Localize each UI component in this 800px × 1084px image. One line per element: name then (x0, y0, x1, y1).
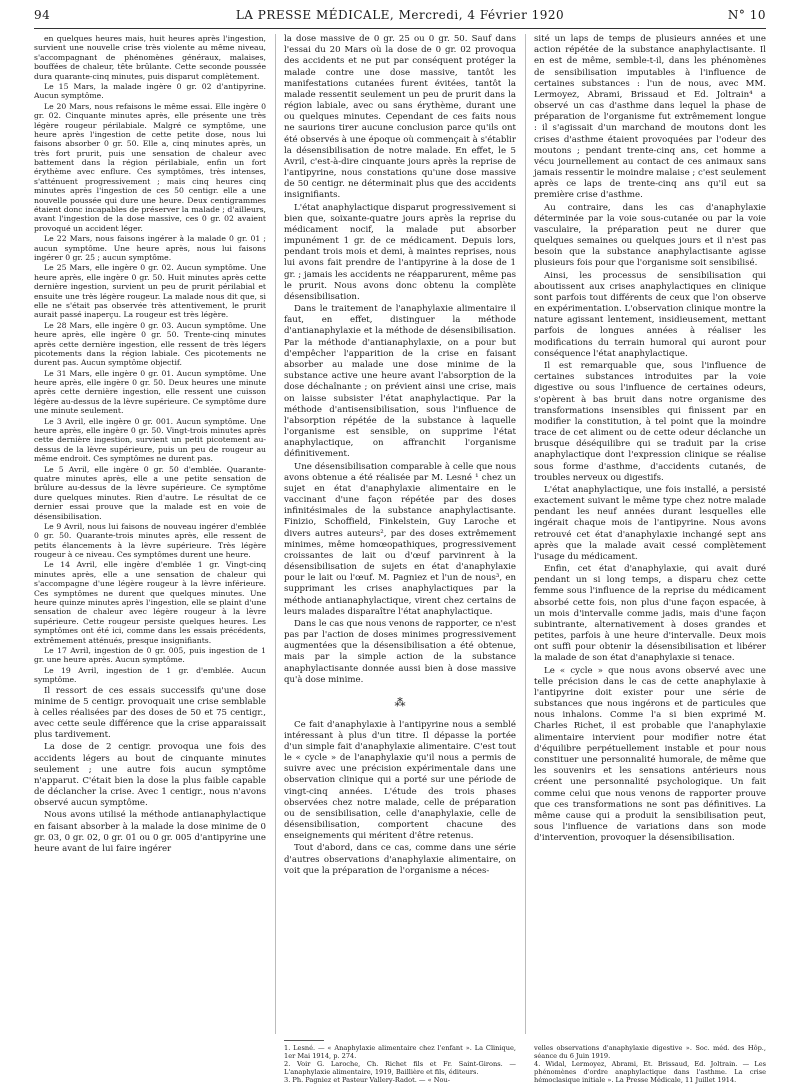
paragraph: Le 15 Mars, la malade ingère 0 gr. 02 d'antipyrine. Aucun symptôme. (34, 81, 266, 101)
left-column (34, 34, 266, 1034)
paragraph: Tout d'abord, dans ce cas, comme dans une série d'autres observations d'anaphylaxie alimentaire, on voit que la préparation de l'organisme a néces- (284, 843, 516, 876)
paragraph: Le « cycle » que nous avons observé avec une telle précision dans le cas de cette anaphylaxie à l'antipyrine doit exister pour une série de substances que nous ingérons et de particules que nous inhalons. Comme l'a si bien exprimé M. Charles Richet, il est probable que l'anaphylaxie alimentaire intervient pour modifier notre état d'équilibre perpétuellement instable et pour nous constituer une personnalité humorale, de même que les souvenirs et les sensations antérieurs nous créent une personnalité psychologique. Un fait comme celui que nous venons de rapporter prouve que ces transformations ne sont pas définitives. La même cause qui a produit la sensibilisation peut, sous l'influence de variations dans son mode d'intervention, provoquer la désensibilisation. (534, 665, 766, 844)
paragraph: sité un laps de temps de plusieurs années et une action répétée de la substance anaphylactisante. Il en est de même, semble-t-il, dans les phénomènes de sensibilisation imputables à l'influence de certaines substances : l'un de nous, avec MM. Lermoyez, Abrami, Brissaud et Ed. Joltrain⁴ a observé un cas d'asthme dans lequel la phase de préparation de l'organisme fut extrêmement longue : il s'agissait d'un marchand de moutons dont les crises d'asthme étaient provoquées par l'odeur des moutons ; pendant trente-cinq ans, cet homme a vécu journellement au contact de ces animaux sans jamais ressentir le moindre malaise ; c'est seulement après ce laps de trente-cinq ans qu'il eut sa première crise d'asthme. (534, 34, 766, 201)
column-divider (525, 34, 526, 1034)
page-header (34, 8, 766, 28)
paragraph: Il est remarquable que, sous l'influence de certaines substances introduites par la voie digestive ou sous l'influence de certaines odeurs, s'opèrent à bas bruit dans notre organisme des transformations insensibles qui finissent par en modifier la constitution, à tel point que la moindre trace de cet aliment ou de cette odeur déclanche un brusque déséquilibre qui se traduit par la crise anaphylactique dont l'expression clinique se réalise sous forme d'asthme, d'accidents cutanés, de troubles nerveux ou digestifs. (534, 360, 766, 483)
paragraph: Nous avons utilisé la méthode antianaphylactique en faisant absorber à la malade la dose minime de 0 gr. 03, 0 gr. 02, 0 gr. 01 ou 0 gr. 005 d'antipyrine une heure avant de lui faire ingérer (34, 810, 266, 854)
paragraph: Il ressort de ces essais successifs qu'une dose minime de 5 centigr. provoquait une crise semblable à celles réalisées par des doses de 50 et 75 centigr., avec cette seule différence que la crise apparaissait plus tardivement. (34, 685, 266, 741)
section-separator: ⁂ (394, 695, 406, 709)
footnote: velles observations d'anaphylaxie digestive ». Soc. méd. des Hôp., séance du 6 Juin 1919. (534, 1044, 766, 1061)
column-divider (275, 34, 276, 1034)
paragraph: Le 22 Mars, nous faisons ingérer à la malade 0 gr. 01 ; aucun symptôme. Une heure après, nous lui faisons ingérer 0 gr. 25 ; aucun symptôme. (34, 234, 266, 262)
paragraph: Dans le traitement de l'anaphylaxie alimentaire il faut, en effet, distinguer la méthode d'antianaphylaxie et la méthode de désensibilisation. Par la méthode d'antianaphylaxie, on a pour but d'empêcher l'apparition de la crise en faisant absorber au malade une dose minime de la substance active une heure avant l'absorption de la dose déchaînante ; on prévient ainsi une crise, mais on laisse subsister l'état anaphylactique. Par la méthode d'antisensibilisation, sous l'influence de l'absorption répétée de la substance à laquelle l'organisme est sensible, on supprime l'état anaphylactique, on affranchit l'organisme définitivement. (284, 304, 516, 460)
paragraph: Le 9 Avril, nous lui faisons de nouveau ingérer d'emblée 0 gr. 50. Quarante-trois minutes après, elle ressent de petits élancements à la lèvre supérieure. Très légère rougeur à ce niveau. Ces symptômes durent une heure. (34, 521, 266, 560)
footnote: 4. Widal, Lermoyez, Abrami, Et. Brissaud, Ed. Joltrain. — Les phénomènes d'ordre anaphylactique dans l'asthme. La crise hémoclasique initiale ». La Presse Médicale, 11 Juillet 1914. (534, 1060, 766, 1084)
paragraph: Le 25 Mars, elle ingère 0 gr. 02. Aucun symptôme. Une heure après, elle ingère 0 gr. 50. Huit minutes après cette dernière ingestion, survient un peu de prurit périlabial et ensuite une très légère rougeur. La malade nous dit que, si elle ne s'était pas observée très attentivement, le prurit aurait passé inaperçu. La rougeur est très légère. (34, 263, 266, 320)
footnotes-right (534, 1044, 766, 1084)
paragraph: Le 5 Avril, elle ingère 0 gr. 50 d'emblée. Quarante-quatre minutes après, elle a une petite sensation de brûlure au-dessus de la lèvre supérieure. Ce symptôme dure quelques minutes. Rien d'autre. Le résultat de ce dernier essai prouve que la malade est en voie de désensibilisation. (34, 464, 266, 521)
footnote: 3. Ph. Pagniez et Pasteur Vallery-Radot. — « Nou- (284, 1076, 450, 1084)
paragraph: La dose de 2 centigr. provoqua une fois des accidents légers au bout de cinquante minutes seulement ; une autre fois aucun symptôme n'apparut. C'était bien la dose la plus faible capable de déclancher la crise. Avec 1 centigr., nous n'avons observé aucun symptôme. (34, 742, 266, 809)
paragraph: Le 19 Avril, ingestion de 1 gr. d'emblée. Aucun symptôme. (34, 665, 266, 685)
footnotes-middle (284, 1044, 516, 1084)
page-number: 94 (34, 8, 51, 22)
paragraph: L'état anaphylactique disparut progressivement si bien que, soixante-quatre jours après la reprise du médicament nocif, la malade put absorber impunément 1 gr. de ce médicament. Depuis lors, pendant trois mois et demi, à maintes reprises, nous lui avons fait prendre de l'antipyrine à la dose de 1 gr. ; jamais les accidents ne réapparurent, même pas le prurit. Nous avons donc obtenu la complète désensibilisation. (284, 202, 516, 302)
header-rule (34, 28, 766, 29)
issue-number: N° 10 (727, 8, 766, 22)
paragraph: Ce fait d'anaphylaxie à l'antipyrine nous a semblé intéressant à plus d'un titre. Il dépasse la portée d'un simple fait d'anaphylaxie alimentaire. C'est tout le « cycle » de l'anaphylaxie qu'il nous a permis de suivre avec une précision expérimentale dans une observation clinique qui a porté sur une période de vingt-cinq années. L'étude des trois phases observées chez notre malade, celle de préparation ou de sensibilisation, celle d'anaphylaxie, celle de désensibilisation, comportent chacune des enseignements qui méritent d'être retenus. (284, 719, 516, 842)
paragraph: L'état anaphylactique, une fois installé, a persisté exactement suivant le même type chez notre malade pendant les neuf années durant lesquelles elle ingérait chaque mois de l'antipyrine. Nous avons retrouvé cet état d'anaphylaxie inchangé sept ans après que la malade avait cessé complètement l'usage du médicament. (534, 484, 766, 562)
paragraph: Le 20 Mars, nous refaisons le même essai. Elle ingère 0 gr. 02. Cinquante minutes après, elle présente une très légère rougeur périlabiale. Malgré ce symptôme, une heure après l'ingestion de cette petite dose, nous lui faisons absorber 0 gr. 50. Elle a, cinq minutes après, un très fort prurit, puis une sensation de chaleur avec battement dans la région périlabiale, enfin un fort érythème avec enflure. Ces symptômes, très intenses, s'atténuent progressivement ; mais cinq heures cinq minutes après l'ingestion de ces 50 centigr. elle a une nouvelle poussée qui dure une heure. Deux centigrammes étaient donc incapables de préserver la malade ; d'ailleurs, avant l'ingestion de la dose massive, ces 0 gr. 02 avaient provoqué un accident léger. (34, 101, 266, 233)
footnote: 2. Voir G. Laroche, Ch. Richet fils et Fr. Saint-Girons. — L'anaphylaxie alimentaire, 1919, Baillière et fils, éditeurs. (284, 1060, 516, 1077)
footnote: 1. Lesné. — « Anaphylaxie alimentaire chez l'enfant ». La Clinique, 1er Mai 1914, p. 274. (284, 1044, 516, 1061)
middle-column (284, 34, 516, 1034)
paragraph: Dans le cas que nous venons de rapporter, ce n'est pas par l'action de doses minimes progressivement augmentées que la désensibilisation a été obtenue, mais par la simple action de la substance anaphylactisante donnée aussi bien à dose massive qu'à dose minime. (284, 618, 516, 685)
paragraph: la dose massive de 0 gr. 25 ou 0 gr. 50. Sauf dans l'essai du 20 Mars où la dose de 0 gr. 02 provoqua des accidents et ne put par conséquent protéger la malade contre une dose massive, tantôt les manifestations cutanées furent évitées, tantôt la malade ressentit seulement un peu de prurit dans la région labiale, avec ou sans érythème, durant une ou quelques minutes. Cependant de ces faits nous ne saurions tirer aucune conclusion parce qu'ils ont été observés à une époque où commençait à s'établir la désensibilisation de notre malade. En effet, le 5 Avril, c'est-à-dire cinquante jours après la reprise de l'antipyrine, nous constations qu'une dose massive de 50 centigr. ne déterminait plus que des accidents insignifiants. (284, 34, 516, 201)
paragraph: Le 28 Mars, elle ingère 0 gr. 03. Aucun symptôme. Une heure après, elle ingère 0 gr. 50. Trente-cinq minutes après cette dernière ingestion, elle ressent de très légers picotements dans la région labiale. Ces picotements ne durent pas. Aucun symptôme objectif. (34, 320, 266, 368)
paragraph: Le 14 Avril, elle ingère d'emblée 1 gr. Vingt-cinq minutes après, elle a une sensation de chaleur qui s'accompagne d'une légère rougeur à la lèvre inférieure. Ces symptômes ne durent que quelques minutes. Une heure quinze minutes après l'ingestion, elle se plaint d'une sensation de chaleur avec légère rougeur à la lèvre supérieure. Cette rougeur persiste quelques heures. Les symptômes ont été ici, comme dans les essais précédents, extrêmement atténués, presque insignifiants. (34, 560, 266, 645)
footnote-rule (284, 1040, 324, 1041)
paragraph: Le 31 Mars, elle ingère 0 gr. 01. Aucun symptôme. Une heure après, elle ingère 0 gr. 50. Deux heures une minute après cette dernière ingestion, elle ressent une cuisson légère au-dessus de la lèvre supérieure. Ce symptôme dure une minute seulement. (34, 368, 266, 416)
paragraph: Au contraire, dans les cas d'anaphylaxie déterminée par la voie sous-cutanée ou par la voie vasculaire, la préparation peut ne durer que quelques semaines ou quelques jours et il n'est pas besoin que la substance anaphylactisante agisse plusieurs fois pour que l'organisme soit sensibilisé. (534, 202, 766, 269)
paragraph: Le 17 Avril, ingestion de 0 gr. 005, puis ingestion de 1 gr. une heure après. Aucun symptôme. (34, 646, 266, 665)
paragraph: Enfin, cet état d'anaphylaxie, qui avait duré pendant un si long temps, a disparu chez cette femme sous l'influence de la reprise du médicament absorbé cette fois, non plus d'une façon espacée, à un mois d'intervalle comme jadis, mais d'une façon subintrante, alternativement à doses grandes et petites, parfois à une heure d'intervalle. Deux mois ont suffi pour obtenir la désensibilisation et libérer la malade de son état d'anaphylaxie si tenace. (534, 564, 766, 664)
paragraph: Le 3 Avril, elle ingère 0 gr. 001. Aucun symptôme. Une heure après, elle ingère 0 gr. 50. Vingt-trois minutes après cette dernière ingestion, survient un petit picotement au-dessus de la lèvre supérieure, puis un peu de rougeur au même endroit. Ces symptômes ne durent pas. (34, 416, 266, 464)
paragraph: en quelques heures mais, huit heures après l'ingestion, survient une nouvelle crise très violente au même niveau, s'accompagnant de phénomènes généraux, malaises, bouffées de chaleur, tête brûlante. Cette seconde poussée dura quarante-cinq minutes, puis disparut complètement. (34, 34, 266, 81)
right-column (534, 34, 766, 1034)
paragraph: Une désensibilisation comparable à celle que nous avons obtenue a été réalisée par M. Lesné ¹ chez un sujet en état d'anaphylaxie alimentaire en le vaccinant d'une façon répétée par des doses infinitésimales de la substance anaphylactisante. Finizio, Schoffield, Finkelstein, Guy Laroche et divers autres auteurs², par des doses extrêmement minimes, même homœopathiques, progressivement croissantes de lait ou d'œuf parvinrent à la désensibilisation de sujets en état d'anaphylaxie pour le lait ou l'œuf. M. Pagniez et l'un de nous³, en supprimant les crises anaphylactiques par la méthode antianaphylactique, virent chez certains de leurs malades disparaître l'état anaphylactique. (284, 461, 516, 617)
journal-title: LA PRESSE MÉDICALE, Mercredi, 4 Février 1920 (235, 8, 565, 22)
paragraph: Ainsi, les processus de sensibilisation qui aboutissent aux crises anaphylactiques en clinique sont parfois tout différents de ceux que l'on observe en expérimentation. L'observation clinique montre la nature agissant lentement, insidieusement, mettant parfois de longues années à réaliser les modifications du terrain humoral qui auront pour conséquence l'état anaphylactique. (534, 270, 766, 359)
